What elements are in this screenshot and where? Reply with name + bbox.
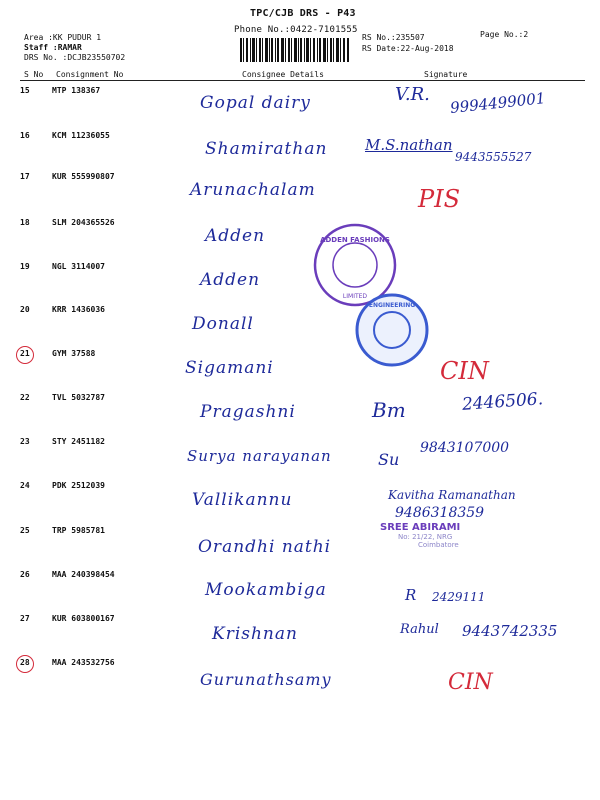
signature-note: 9843107000: [420, 440, 510, 456]
signature: Rahul: [400, 622, 439, 637]
consignment-number: KRR 1436036: [52, 305, 105, 314]
signature-note: 2429111: [432, 590, 486, 604]
signature: M.S.nathan: [365, 136, 453, 154]
consignee-name: Gurunathsamy: [200, 670, 332, 689]
consignment-number: PDK 2512039: [52, 481, 105, 490]
consignee-name: Donall: [192, 314, 254, 334]
barcode: [240, 38, 350, 62]
stamp-address: No: 21/22, NRG: [398, 533, 453, 541]
drs-number: DRS No. :DCJB23550702: [24, 53, 126, 62]
consignment-number: MAA 240398454: [52, 570, 115, 579]
consignment-number: TVL 5032787: [52, 393, 105, 402]
svg-text:LIMITED: LIMITED: [342, 293, 368, 300]
col-sno: S No: [24, 70, 44, 79]
stamp-city: Coimbatore: [418, 541, 459, 549]
consignment-number: KCM 11236055: [52, 131, 110, 140]
row-number: 25: [20, 526, 30, 535]
signature-note: 9443555527: [455, 150, 532, 164]
consignee-name: Adden: [200, 270, 261, 290]
svg-text:ADDEN FASHIONS: ADDEN FASHIONS: [320, 236, 390, 244]
rs-number: RS No.:235507: [362, 33, 425, 42]
row-number: 16: [20, 131, 30, 140]
row-number: 28: [20, 658, 30, 667]
row-number: 23: [20, 437, 30, 446]
consignment-number: SLM 204365526: [52, 218, 115, 227]
col-consignment: Consignment No: [56, 70, 124, 79]
phone-number: Phone No.:0422-7101555: [234, 25, 358, 35]
signature-note: 9443742335: [462, 622, 558, 640]
header-divider: [20, 80, 585, 81]
signature: V.R.: [395, 84, 430, 105]
signature: Bm: [372, 398, 406, 422]
red-circle-mark: [16, 346, 34, 364]
consignee-name: Orandhi nathi: [198, 537, 332, 557]
row-number: 22: [20, 393, 30, 402]
consignment-number: KUR 603800167: [52, 614, 115, 623]
consignee-name: Mookambiga: [205, 580, 327, 600]
consignment-number: KUR 555990807: [52, 172, 115, 181]
consignee-name: Shamirathan: [205, 139, 328, 159]
consignment-number: STY 2451182: [52, 437, 105, 446]
consignee-name: Sigamani: [185, 358, 274, 378]
row-number: 21: [20, 349, 30, 358]
col-consignee: Consignee Details: [242, 70, 324, 79]
document-title: TPC/CJB DRS - P43: [250, 8, 356, 19]
red-circle-mark: [16, 655, 34, 673]
rs-date: RS Date:22-Aug-2018: [362, 44, 454, 53]
consignee-name: Gopal dairy: [200, 93, 311, 113]
row-number: 24: [20, 481, 30, 490]
row-number: 18: [20, 218, 30, 227]
consignment-number: MAA 243532756: [52, 658, 115, 667]
consignee-name: Arunachalam: [190, 180, 316, 200]
consignee-name: Pragashni: [200, 402, 296, 422]
row-number: 17: [20, 172, 30, 181]
row-number: 26: [20, 570, 30, 579]
consignment-number: GYM 37588: [52, 349, 96, 358]
row-number: 27: [20, 614, 30, 623]
engineering-round-stamp: [352, 290, 432, 370]
row-number: 15: [20, 86, 30, 95]
page-number: Page No.:2: [480, 30, 529, 39]
signature: R: [405, 586, 417, 604]
signature-note: PIS: [418, 185, 461, 213]
signature-note: CIN: [440, 357, 489, 385]
area-label: Area :KK PUDUR 1: [24, 33, 102, 42]
signature-note: 9994499001: [449, 89, 547, 117]
consignee-name: Vallikannu: [192, 490, 293, 510]
signature-note: 2446506.: [461, 389, 544, 415]
row-number: 19: [20, 262, 30, 271]
consignee-name: Surya narayanan: [187, 447, 332, 465]
consignee-name: Krishnan: [212, 624, 298, 644]
signature-note: CIN: [448, 670, 493, 695]
signature-note: 9486318359: [395, 505, 485, 521]
consignment-number: TRP 5985781: [52, 526, 105, 535]
staff-label: Staff :RAMAR: [24, 43, 82, 52]
signature: Su: [378, 450, 400, 469]
col-signature: Signature: [424, 70, 468, 79]
signature: Kavitha Ramanathan: [388, 488, 516, 502]
stamp-company: SREE ABIRAMI: [380, 522, 461, 533]
consignee-name: Adden: [205, 226, 266, 246]
sree-abirami-stamp: [380, 522, 460, 549]
consignment-number: MTP 138367: [52, 86, 101, 95]
svg-text:ENGINEERING: ENGINEERING: [368, 302, 416, 309]
consignment-number: NGL 3114007: [52, 262, 105, 271]
row-number: 20: [20, 305, 30, 314]
